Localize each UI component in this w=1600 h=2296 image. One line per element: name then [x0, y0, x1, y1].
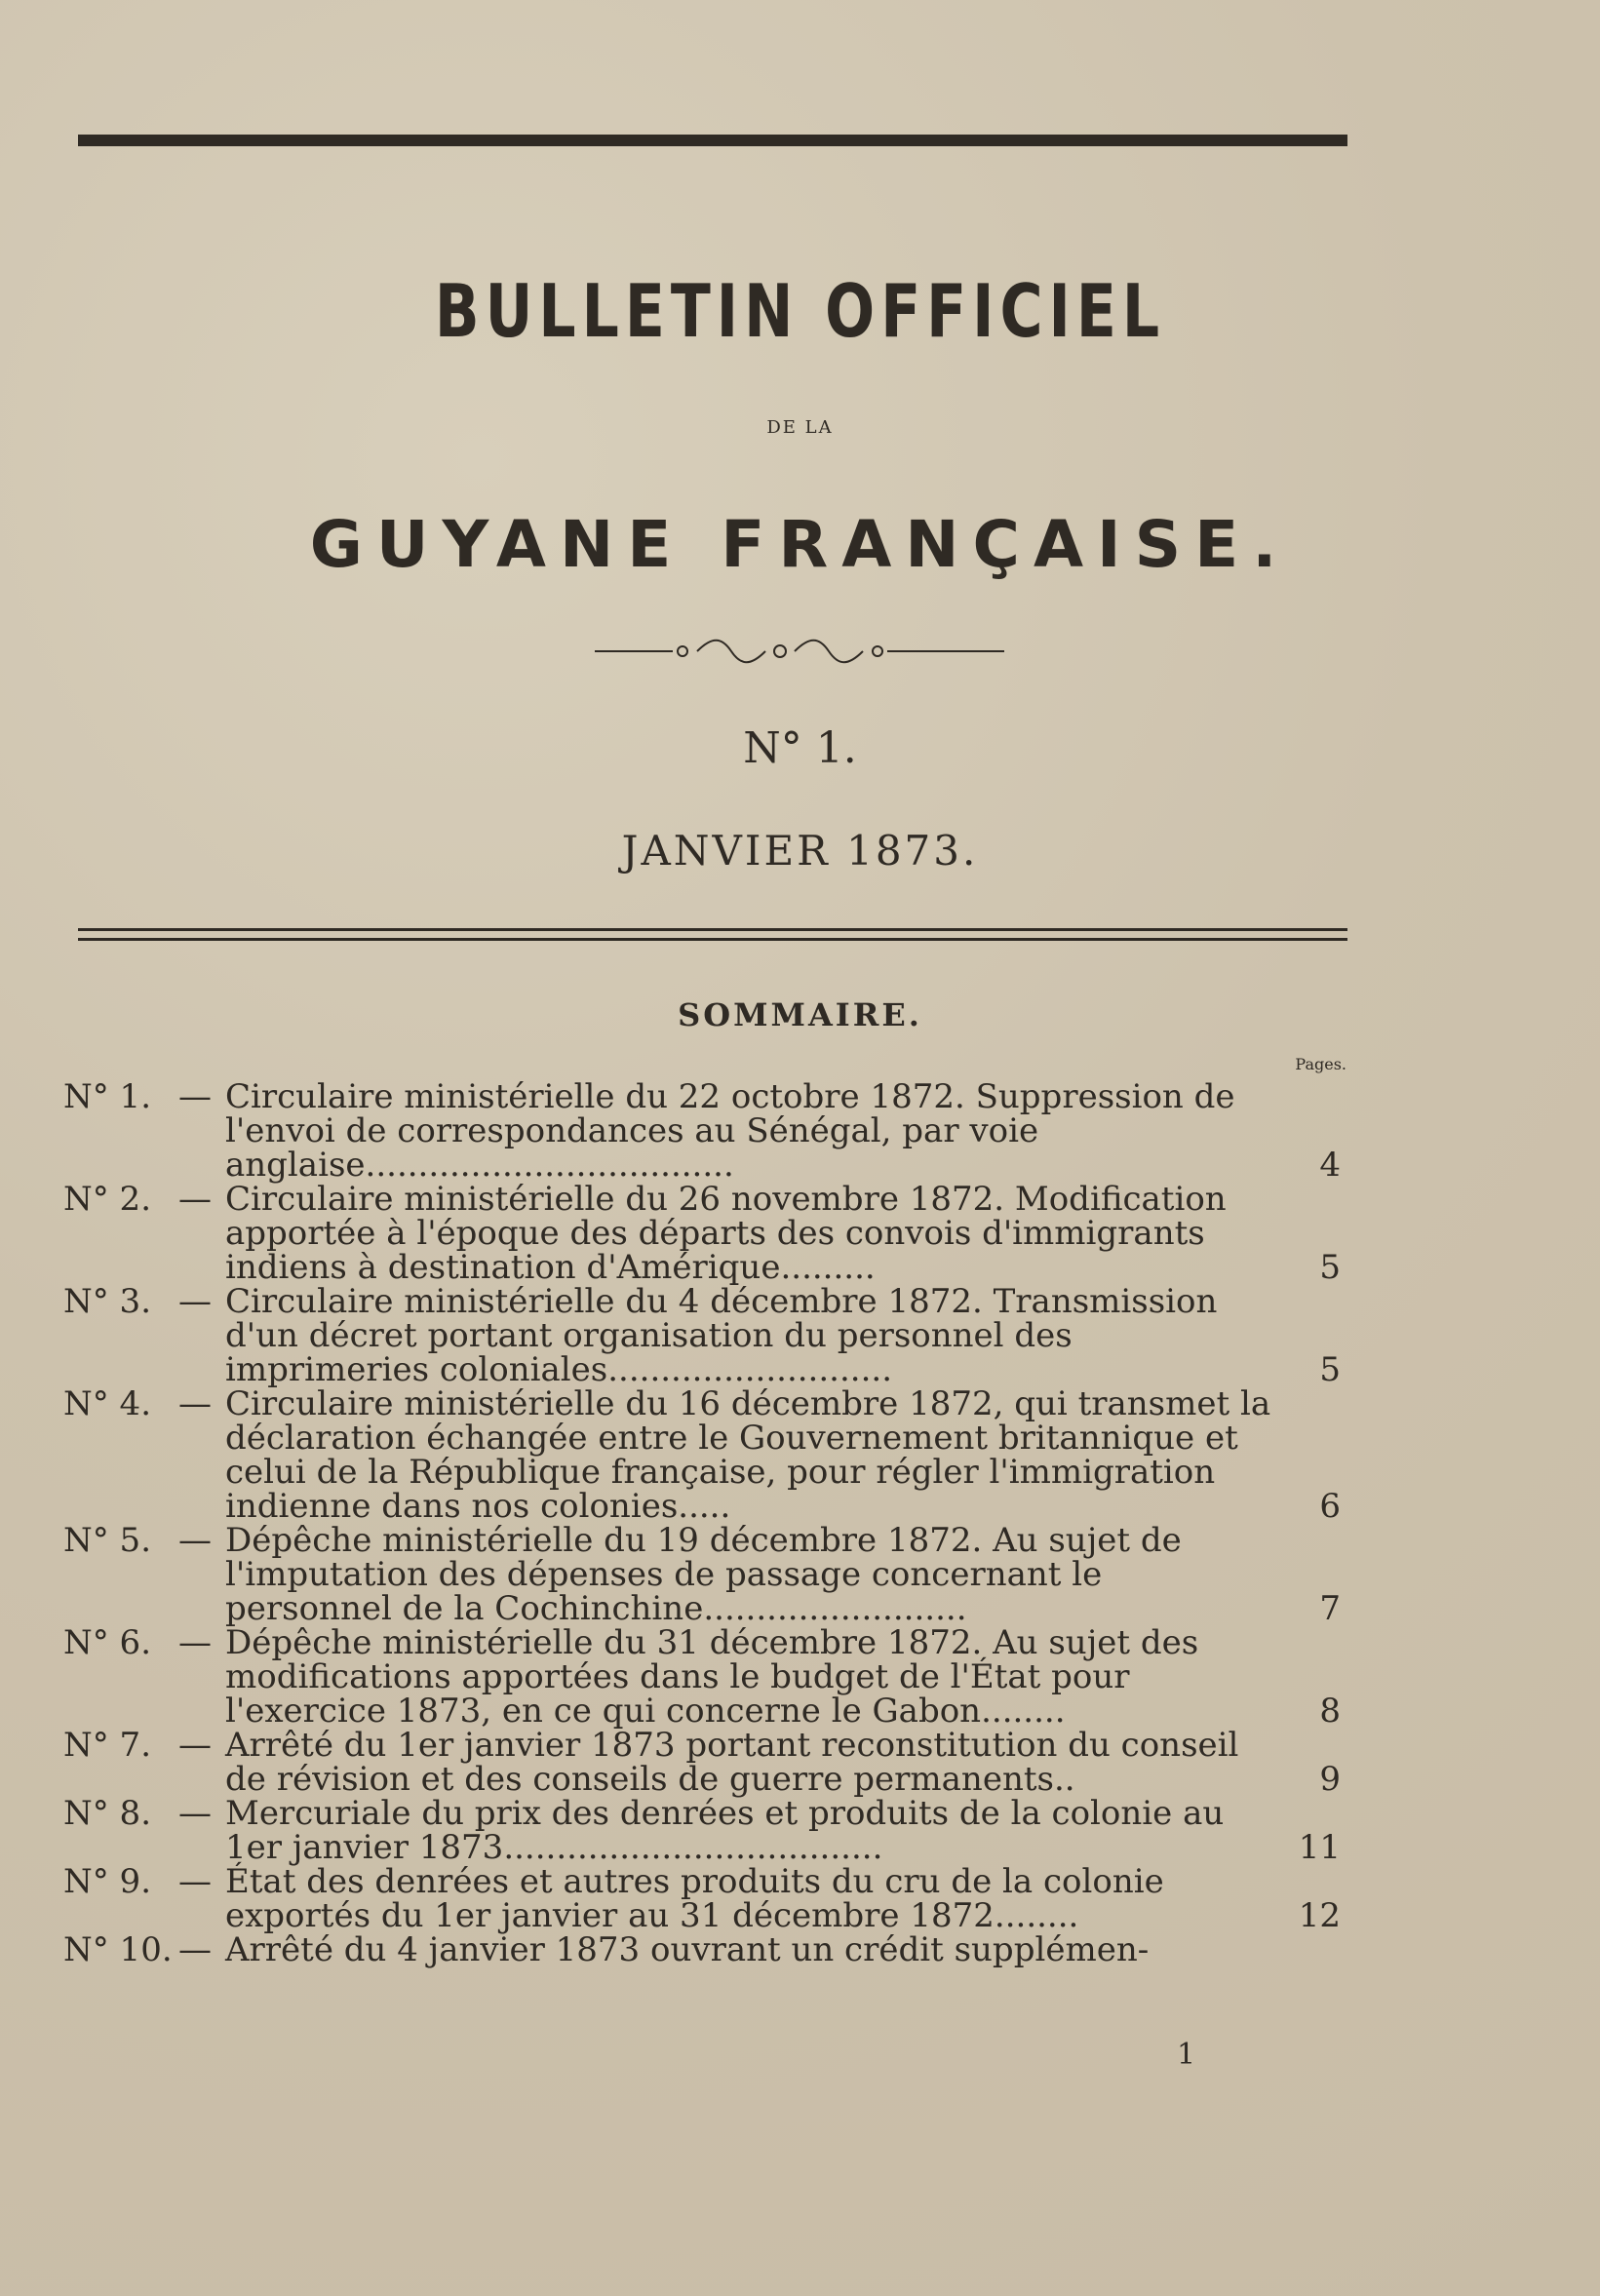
entry-page: 8: [1319, 1692, 1341, 1731]
entry-number: N° 1.: [63, 1077, 151, 1116]
table-of-contents: [63, 1077, 1341, 1969]
entry-number: N° 8.: [63, 1794, 151, 1833]
section-rule-top: [78, 928, 1347, 931]
entry-text: Mercuriale du prix des denrées et produits de la colonie au 1er janvier 1873....................................: [225, 1794, 1225, 1867]
entry-text: Dépêche ministérielle du 19 décembre 1872. Au sujet de l'imputation des dépenses de passage concernant le personnel de la Cochinchine.........................: [225, 1521, 1182, 1628]
entry-page: 12: [1298, 1896, 1341, 1935]
entry-dash: —: [178, 1930, 212, 1969]
toc-entry: [63, 1862, 1341, 1935]
entry-text: Circulaire ministérielle du 22 octobre 1872. Suppression de l'envoi de correspondances au Sénégal, par voie anglaise...................................: [225, 1077, 1235, 1185]
toc-entry: [63, 1180, 1341, 1287]
entry-text: Circulaire ministérielle du 4 décembre 1872. Transmission d'un décret portant organisation du personnel des imprimeries coloniales...........................: [225, 1282, 1218, 1389]
section-rule-bottom: [78, 938, 1347, 941]
bulletin-title: BULLETIN OFFICIEL: [434, 269, 1166, 355]
toc-entry: [63, 1521, 1341, 1628]
ornament-icon: [0, 632, 1600, 671]
entry-number: N° 4.: [63, 1384, 151, 1423]
entry-text: Circulaire ministérielle du 26 novembre 1872. Modification apportée à l'époque des départs des convois d'immigrants indiens à destination d'Amérique.........: [225, 1180, 1227, 1287]
entry-page: 5: [1319, 1248, 1341, 1287]
entry-dash: —: [178, 1384, 212, 1423]
entry-number: N° 9.: [63, 1862, 151, 1901]
toc-entry: [63, 1930, 1341, 1969]
toc-entry: [63, 1384, 1341, 1526]
entry-number: N° 6.: [63, 1623, 151, 1662]
entry-text: Circulaire ministérielle du 16 décembre 1872, qui transmet la déclaration échangée entre le Gouvernement britannique et celui de la République française, pour régler l'immigration indienne dans nos colonies.....: [225, 1384, 1271, 1526]
page-number: 1: [1177, 2038, 1196, 2072]
toc-entry: [63, 1623, 1341, 1731]
entry-page: 11: [1298, 1828, 1341, 1867]
entry-dash: —: [178, 1726, 212, 1765]
entry-number: N° 3.: [63, 1282, 151, 1321]
entry-number: N° 10.: [63, 1930, 173, 1969]
entry-dash: —: [178, 1623, 212, 1662]
entry-dash: —: [178, 1862, 212, 1901]
entry-dash: —: [178, 1521, 212, 1560]
issue-date: JANVIER 1873.: [621, 827, 979, 875]
entry-text: Dépêche ministérielle du 31 décembre 1872. Au sujet des modifications apportées dans le budget de l'État pour l'exercice 1873, en ce qui concerne le Gabon........: [225, 1623, 1199, 1731]
territory-title: GUYANE FRANÇAISE.: [309, 507, 1291, 582]
entry-page: 5: [1319, 1350, 1341, 1389]
entry-text: État des denrées et autres produits du cru de la colonie exportés du 1er janvier au 31 décembre 1872........: [225, 1862, 1164, 1935]
toc-entry: [63, 1794, 1341, 1867]
entry-page: 7: [1319, 1589, 1341, 1628]
toc-entry: [63, 1077, 1341, 1185]
entry-page: 4: [1319, 1146, 1341, 1185]
entry-text: Arrêté du 4 janvier 1873 ouvrant un crédit supplémen-: [225, 1930, 1150, 1969]
entry-page: 9: [1319, 1760, 1341, 1799]
entry-dash: —: [178, 1077, 212, 1116]
toc-entry: [63, 1726, 1341, 1799]
pages-label: Pages.: [1295, 1055, 1346, 1073]
toc-entry: [63, 1282, 1341, 1389]
bulletin-subtitle: DE LA: [766, 417, 834, 438]
entry-number: N° 7.: [63, 1726, 151, 1765]
entry-number: N° 5.: [63, 1521, 151, 1560]
entry-dash: —: [178, 1180, 212, 1219]
entry-number: N° 2.: [63, 1180, 151, 1219]
entry-dash: —: [178, 1794, 212, 1833]
entry-dash: —: [178, 1282, 212, 1321]
summary-title: SOMMAIRE.: [678, 996, 922, 1033]
entry-text: Arrêté du 1er janvier 1873 portant reconstitution du conseil de révision et des conseils de guerre permanents..: [225, 1726, 1239, 1799]
issue-number: N° 1.: [743, 723, 857, 773]
top-rule: [78, 135, 1347, 146]
entry-page: 6: [1319, 1487, 1341, 1526]
